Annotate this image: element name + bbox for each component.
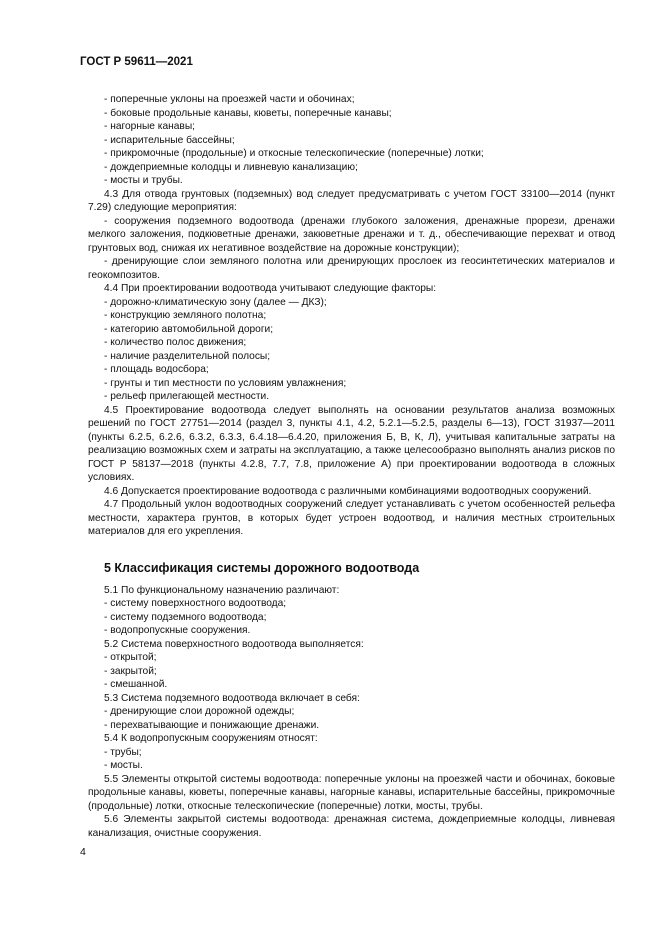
list-item: - систему подземного водоотвода;	[104, 611, 267, 623]
list-item: - мосты.	[104, 760, 143, 771]
list-item: - поперечные уклоны на проезжей части и обочинах;	[104, 94, 355, 105]
paragraph-5-5: 5.5 Элементы открытой системы водоотвода: поперечные уклоны на проезжей части и обочинах, боковые продольные канавы, кюветы, поперечные канавы, нагорные канавы, испарительные бассейны, прикромочные (продольные) лотки, откосные телескопические (поперечные) лотки, мосты, трубы.	[88, 773, 615, 812]
list-item: - дренирующие слои дорожной одежды;	[104, 706, 295, 717]
paragraph-5-4: 5.4 К водопропускным сооружениям относят:	[104, 733, 318, 744]
list-item: - площадь водосбора;	[104, 364, 209, 375]
list-item: - наличие разделительной полосы;	[104, 350, 271, 362]
document-body	[88, 93, 615, 840]
list-item: - перехватывающие и понижающие дренажи.	[104, 719, 320, 731]
section-5-heading: 5 Классификация системы дорожного водоотвода	[104, 560, 420, 575]
paragraph-5-2: 5.2 Система поверхностного водоотвода выполняется:	[104, 638, 364, 650]
list-item: - дорожно-климатическую зону (далее — ДКЗ);	[104, 296, 327, 308]
list-item: - сооружения подземного водоотвода (дренажи глубокого заложения, дренажные прорези, дренажи мелкого заложения, подкюветные дренажи, закюветные дренажи и т. д., обеспечивающие перехват и отвод грунтовых вод, снижая их негативное воздействие на дорожные конструкции);	[88, 215, 615, 254]
paragraph-4-7: 4.7 Продольный уклон водоотводных сооружений следует устанавливать с учетом особенностей рельефа местности, характера грунтов, в которых будет устроен водоотвод, и наличия местных строительных материалов для его укрепления.	[88, 499, 615, 537]
list-item: - закрытой;	[104, 665, 157, 677]
list-item: - грунты и тип местности по условиям увлажнения;	[104, 377, 347, 389]
list-item: - прикромочные (продольные) и откосные телескопические (поперечные) лотки;	[104, 148, 484, 159]
paragraph-4-5: 4.5 Проектирование водоотвода следует выполнять на основании результатов анализа возможных решений по ГОСТ 27751—2014 (раздел 3, пункты 4.1, 4.2, 5.2.1—5.2.5, разделы 6—13), ГОСТ 31937—2011 (пункты 6.2.5, 6.2.6, 6.3.2, 6.3.3, 6.4.18—6.4.20, приложения Б, В, К, Л), учитывая капитальные затраты на реализацию возможных схем и затраты на эксплуатацию, а также целесообразно выполнять анализ рисков по ГОСТ Р 58137—2018 (пункты 4.2.8, 7.7, 7.8, приложение А) при проектировании водоотвода в сложных условиях.	[88, 404, 615, 483]
page-number: 4	[80, 846, 86, 858]
list-item: - трубы;	[104, 746, 142, 758]
list-item: - боковые продольные канавы, кюветы, поперечные канавы;	[104, 107, 392, 119]
paragraph-4-4: 4.4 При проектировании водоотвода учитывают следующие факторы:	[104, 283, 437, 294]
list-item: - водопропускные сооружения.	[104, 625, 251, 636]
list-item: - испарительные бассейны;	[104, 134, 235, 146]
list-item: - систему поверхностного водоотвода;	[104, 598, 287, 609]
paragraph-4-3: 4.3 Для отвода грунтовых (подземных) вод следует предусматривать с учетом ГОСТ 33100—2014 (пункт 7.29) следующие мероприятия:	[88, 188, 615, 213]
list-item: - дренирующие слои земляного полотна или дренирующих прослоек из геосинтетических материалов и геокомпозитов.	[88, 256, 615, 281]
list-item: - количество полос движения;	[104, 337, 247, 348]
list-item: - мосты и трубы.	[104, 175, 183, 186]
list-item: - нагорные канавы;	[104, 121, 195, 132]
paragraph-5-1: 5.1 По функциональному назначению различают:	[104, 584, 340, 596]
paragraph-5-3: 5.3 Система подземного водоотвода включает в себя:	[104, 692, 360, 704]
list-item: - смешанной.	[104, 679, 168, 690]
list-item: - открытой;	[104, 652, 157, 663]
list-item: - рельеф прилегающей местности.	[104, 391, 270, 402]
list-item: - конструкцию земляного полотна;	[104, 310, 267, 321]
document-header: ГОСТ Р 59611—2021	[80, 56, 193, 68]
list-item: - дождеприемные колодцы и ливневую канализацию;	[104, 161, 358, 173]
paragraph-5-6: 5.6 Элементы закрытой системы водоотвода: дренажная система, дождеприемные колодцы, ливневая канализация, очистные сооружения.	[88, 814, 615, 839]
list-item: - категорию автомобильной дороги;	[104, 323, 274, 335]
paragraph-4-6: 4.6 Допускается проектирование водоотвода с различными комбинациями водоотводных сооружений.	[104, 485, 592, 497]
